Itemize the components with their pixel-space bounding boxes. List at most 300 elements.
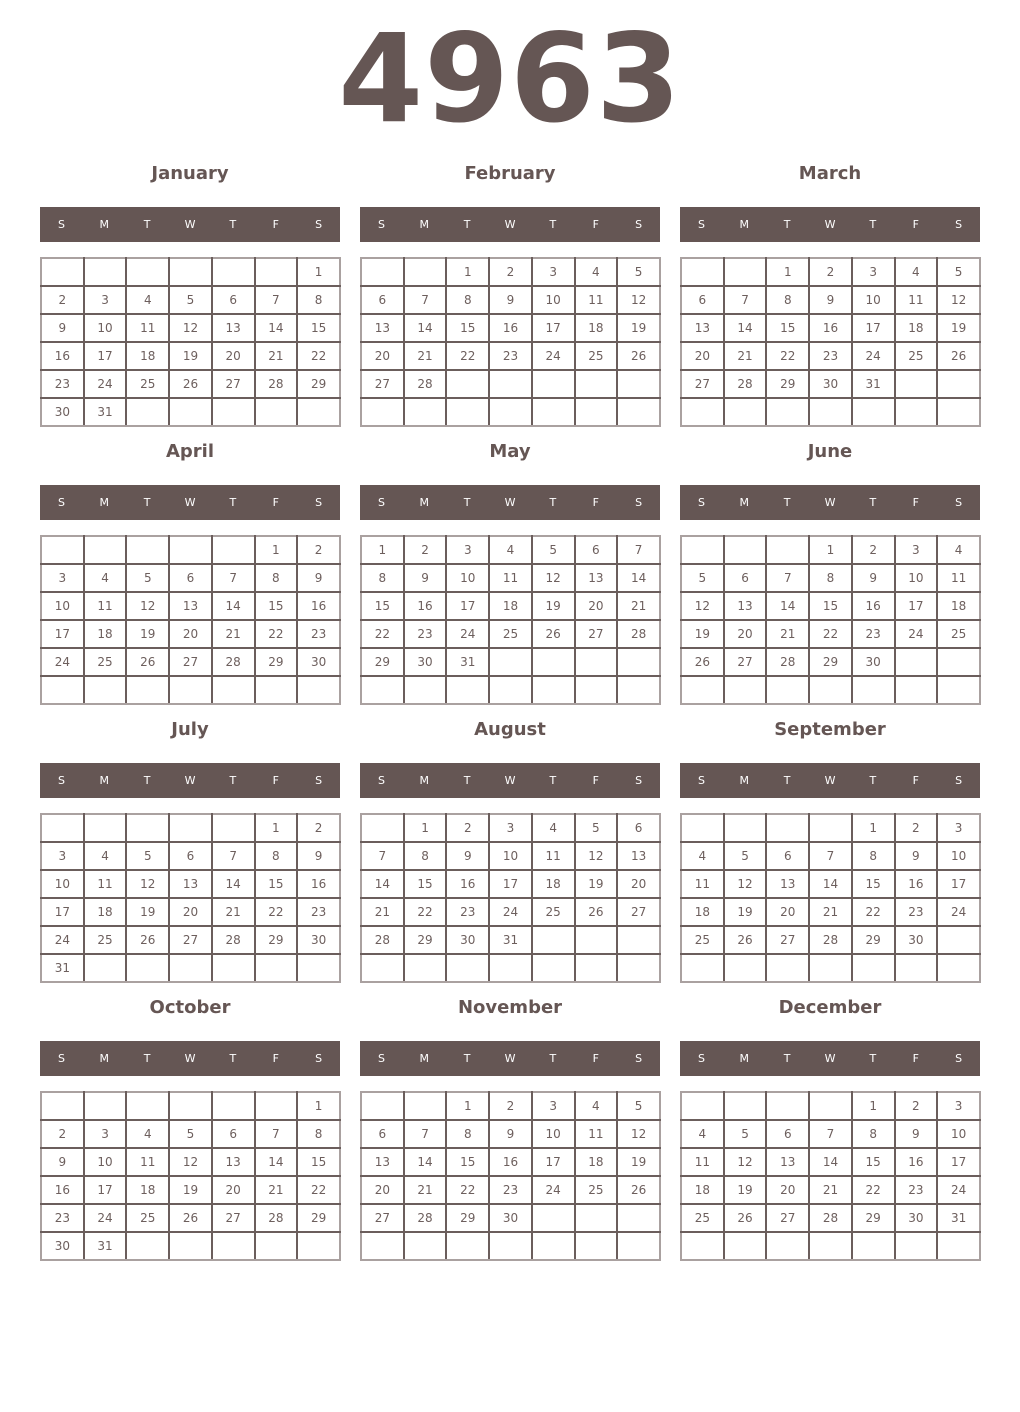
day-cell: 25 (84, 648, 127, 676)
day-cell: 24 (532, 342, 575, 370)
weekday-label: T (869, 1052, 877, 1065)
day-cell: 8 (255, 842, 298, 870)
weekday-label: W (824, 496, 836, 509)
day-cell: 9 (852, 564, 895, 592)
weekday-label: S (377, 496, 385, 509)
day-cell: 22 (297, 342, 340, 370)
day-cell (724, 258, 767, 286)
weekday-label: T (549, 218, 557, 231)
day-cell: 20 (724, 620, 767, 648)
day-cell (212, 258, 255, 286)
day-cell: 6 (169, 564, 212, 592)
day-cell: 5 (724, 842, 767, 870)
day-cell: 11 (84, 870, 127, 898)
day-cell: 19 (617, 1148, 660, 1176)
day-cell: 27 (361, 1204, 404, 1232)
days-grid (680, 535, 981, 705)
day-cell: 21 (361, 898, 404, 926)
day-cell: 24 (895, 620, 938, 648)
day-cell: 12 (937, 286, 980, 314)
week-row (41, 370, 340, 398)
weekday-label: S (315, 1052, 323, 1065)
day-cell (809, 398, 852, 426)
day-cell: 2 (809, 258, 852, 286)
week-row (681, 676, 980, 704)
day-cell: 13 (212, 1148, 255, 1176)
day-cell: 27 (681, 370, 724, 398)
day-cell: 16 (41, 1176, 84, 1204)
day-cell (852, 398, 895, 426)
week-row (361, 870, 660, 898)
day-cell: 15 (852, 870, 895, 898)
day-cell: 8 (766, 286, 809, 314)
week-row (41, 620, 340, 648)
month-name: May (489, 441, 531, 462)
day-cell: 11 (489, 564, 532, 592)
month-name: September (774, 719, 886, 740)
day-cell: 16 (404, 592, 447, 620)
day-cell: 26 (724, 1204, 767, 1232)
day-cell: 5 (617, 1092, 660, 1120)
day-cell: 9 (895, 842, 938, 870)
day-cell: 21 (809, 1176, 852, 1204)
day-cell: 3 (446, 536, 489, 564)
day-cell: 12 (724, 870, 767, 898)
day-cell (169, 676, 212, 704)
day-cell: 10 (84, 1148, 127, 1176)
day-cell: 15 (809, 592, 852, 620)
day-cell: 12 (532, 564, 575, 592)
day-cell: 1 (404, 814, 447, 842)
week-row (361, 648, 660, 676)
week-row (41, 898, 340, 926)
day-cell: 14 (617, 564, 660, 592)
day-cell: 24 (84, 1204, 127, 1232)
days-grid (40, 1091, 341, 1261)
day-cell: 24 (41, 648, 84, 676)
day-cell: 17 (937, 870, 980, 898)
day-cell: 25 (126, 1204, 169, 1232)
day-cell: 2 (297, 814, 340, 842)
day-cell (766, 814, 809, 842)
day-cell: 7 (212, 842, 255, 870)
day-cell (41, 536, 84, 564)
day-cell: 3 (532, 258, 575, 286)
weekday-label: T (143, 1052, 151, 1065)
day-cell: 26 (724, 926, 767, 954)
day-cell (895, 676, 938, 704)
day-cell: 22 (446, 1176, 489, 1204)
day-cell (212, 1092, 255, 1120)
weekday-label: M (99, 496, 110, 509)
day-cell: 12 (575, 842, 618, 870)
weekday-label: T (229, 1052, 237, 1065)
day-cell (617, 1204, 660, 1232)
weekday-label: S (955, 774, 963, 787)
day-cell: 13 (575, 564, 618, 592)
day-cell: 23 (404, 620, 447, 648)
day-cell (446, 398, 489, 426)
day-cell (617, 370, 660, 398)
day-cell: 5 (169, 1120, 212, 1148)
month-name: October (149, 997, 231, 1018)
day-cell (617, 648, 660, 676)
weekday-header (40, 207, 340, 242)
weekday-label: F (272, 1052, 279, 1065)
day-cell: 17 (84, 342, 127, 370)
day-cell: 21 (404, 342, 447, 370)
day-cell: 23 (895, 1176, 938, 1204)
day-cell: 18 (895, 314, 938, 342)
week-row (41, 648, 340, 676)
day-cell (84, 954, 127, 982)
weekday-label: T (869, 496, 877, 509)
day-cell: 11 (575, 1120, 618, 1148)
day-cell (809, 954, 852, 982)
week-row (41, 1092, 340, 1120)
day-cell (575, 676, 618, 704)
day-cell (809, 814, 852, 842)
day-cell: 21 (212, 898, 255, 926)
day-cell: 5 (724, 1120, 767, 1148)
day-cell: 19 (575, 870, 618, 898)
day-cell (575, 1232, 618, 1260)
day-cell: 4 (575, 258, 618, 286)
month-name: January (151, 163, 229, 184)
weekday-header (680, 485, 980, 520)
day-cell: 9 (489, 1120, 532, 1148)
day-cell: 1 (852, 814, 895, 842)
month-name: February (464, 163, 556, 184)
day-cell: 23 (41, 1204, 84, 1232)
week-row (41, 1176, 340, 1204)
weekday-label: T (549, 774, 557, 787)
day-cell: 29 (852, 926, 895, 954)
week-row (41, 870, 340, 898)
weekday-label: W (824, 774, 836, 787)
week-row (681, 870, 980, 898)
day-cell: 12 (126, 870, 169, 898)
day-cell: 7 (212, 564, 255, 592)
week-row (41, 1120, 340, 1148)
day-cell: 15 (766, 314, 809, 342)
day-cell: 31 (937, 1204, 980, 1232)
day-cell: 17 (852, 314, 895, 342)
day-cell: 6 (169, 842, 212, 870)
day-cell: 31 (489, 926, 532, 954)
day-cell (84, 814, 127, 842)
day-cell: 1 (255, 536, 298, 564)
day-cell (681, 676, 724, 704)
day-cell: 15 (361, 592, 404, 620)
day-cell: 16 (489, 1148, 532, 1176)
day-cell: 25 (489, 620, 532, 648)
day-cell: 6 (212, 286, 255, 314)
days-grid (680, 813, 981, 983)
month-name: November (457, 997, 563, 1018)
day-cell: 10 (489, 842, 532, 870)
day-cell: 20 (361, 1176, 404, 1204)
weekday-label: W (184, 774, 196, 787)
weekday-label: F (912, 218, 919, 231)
day-cell: 2 (41, 286, 84, 314)
day-cell (532, 926, 575, 954)
weekday-label: W (504, 218, 516, 231)
day-cell (404, 676, 447, 704)
month-name: June (807, 441, 853, 462)
weekday-label: F (272, 496, 279, 509)
day-cell: 1 (255, 814, 298, 842)
day-cell: 10 (532, 1120, 575, 1148)
day-cell: 1 (446, 1092, 489, 1120)
day-cell (84, 676, 127, 704)
day-cell: 7 (255, 286, 298, 314)
day-cell: 8 (297, 1120, 340, 1148)
days-grid (680, 1091, 981, 1261)
day-cell: 18 (84, 620, 127, 648)
day-cell: 15 (446, 1148, 489, 1176)
week-row (41, 1232, 340, 1260)
day-cell (255, 258, 298, 286)
day-cell: 26 (126, 648, 169, 676)
day-cell: 9 (895, 1120, 938, 1148)
weekday-label: W (824, 218, 836, 231)
day-cell: 25 (575, 1176, 618, 1204)
day-cell: 4 (84, 842, 127, 870)
weekday-label: S (955, 218, 963, 231)
days-grid (360, 813, 661, 983)
day-cell: 9 (297, 842, 340, 870)
day-cell: 2 (297, 536, 340, 564)
day-cell: 6 (617, 814, 660, 842)
day-cell: 23 (489, 1176, 532, 1204)
day-cell: 11 (937, 564, 980, 592)
day-cell (532, 398, 575, 426)
day-cell (126, 258, 169, 286)
weekday-label: T (229, 774, 237, 787)
day-cell: 19 (532, 592, 575, 620)
weekday-label: T (463, 774, 471, 787)
day-cell: 7 (617, 536, 660, 564)
day-cell: 10 (446, 564, 489, 592)
day-cell: 8 (297, 286, 340, 314)
weekday-label: F (592, 496, 599, 509)
week-row (681, 620, 980, 648)
day-cell: 22 (766, 342, 809, 370)
week-row (361, 564, 660, 592)
day-cell: 5 (575, 814, 618, 842)
week-row (681, 398, 980, 426)
day-cell (404, 954, 447, 982)
day-cell (489, 370, 532, 398)
day-cell: 11 (895, 286, 938, 314)
day-cell: 27 (766, 926, 809, 954)
day-cell: 16 (446, 870, 489, 898)
month-name: July (171, 719, 209, 740)
week-row (361, 1148, 660, 1176)
day-cell: 23 (446, 898, 489, 926)
weekday-label: T (869, 774, 877, 787)
day-cell (617, 676, 660, 704)
day-cell (41, 258, 84, 286)
weekday-label: S (697, 218, 705, 231)
weekday-header (680, 763, 980, 798)
weekday-label: S (57, 496, 65, 509)
day-cell: 11 (126, 314, 169, 342)
day-cell: 4 (681, 1120, 724, 1148)
day-cell: 20 (212, 1176, 255, 1204)
day-cell: 15 (255, 870, 298, 898)
weekday-label: S (955, 496, 963, 509)
day-cell: 4 (532, 814, 575, 842)
week-row (41, 926, 340, 954)
day-cell (766, 676, 809, 704)
day-cell: 15 (255, 592, 298, 620)
day-cell: 10 (41, 870, 84, 898)
day-cell: 6 (361, 286, 404, 314)
day-cell (169, 954, 212, 982)
day-cell (681, 1232, 724, 1260)
week-row (361, 342, 660, 370)
day-cell (724, 1232, 767, 1260)
weekday-header (680, 1041, 980, 1076)
day-cell: 29 (297, 370, 340, 398)
day-cell: 28 (617, 620, 660, 648)
day-cell: 6 (724, 564, 767, 592)
day-cell: 24 (41, 926, 84, 954)
day-cell: 10 (84, 314, 127, 342)
day-cell: 20 (169, 620, 212, 648)
weekday-label: T (143, 774, 151, 787)
weekday-label: M (99, 218, 110, 231)
day-cell: 18 (681, 1176, 724, 1204)
day-cell: 10 (532, 286, 575, 314)
day-cell: 9 (489, 286, 532, 314)
day-cell (169, 814, 212, 842)
week-row (361, 286, 660, 314)
day-cell (361, 1232, 404, 1260)
day-cell: 5 (126, 564, 169, 592)
day-cell: 30 (852, 648, 895, 676)
days-grid (40, 813, 341, 983)
day-cell (361, 954, 404, 982)
day-cell (404, 1232, 447, 1260)
week-row (361, 842, 660, 870)
day-cell: 4 (575, 1092, 618, 1120)
day-cell: 29 (446, 1204, 489, 1232)
day-cell: 22 (361, 620, 404, 648)
day-cell: 7 (766, 564, 809, 592)
week-row (361, 536, 660, 564)
day-cell: 13 (766, 1148, 809, 1176)
day-cell: 8 (255, 564, 298, 592)
day-cell: 12 (617, 286, 660, 314)
day-cell: 7 (404, 1120, 447, 1148)
day-cell (766, 1232, 809, 1260)
day-cell: 9 (404, 564, 447, 592)
day-cell: 3 (84, 286, 127, 314)
week-row (681, 1148, 980, 1176)
day-cell: 13 (766, 870, 809, 898)
day-cell: 16 (41, 342, 84, 370)
day-cell (937, 1232, 980, 1260)
day-cell: 1 (809, 536, 852, 564)
weekday-header (360, 485, 660, 520)
day-cell: 13 (681, 314, 724, 342)
day-cell: 20 (766, 1176, 809, 1204)
weekday-label: S (377, 218, 385, 231)
day-cell: 29 (255, 926, 298, 954)
day-cell: 28 (212, 648, 255, 676)
week-row (681, 314, 980, 342)
day-cell: 5 (532, 536, 575, 564)
weekday-label: T (783, 496, 791, 509)
day-cell: 14 (404, 1148, 447, 1176)
day-cell: 25 (126, 370, 169, 398)
day-cell: 16 (809, 314, 852, 342)
day-cell: 30 (489, 1204, 532, 1232)
day-cell: 3 (532, 1092, 575, 1120)
weekday-label: T (549, 1052, 557, 1065)
weekday-label: S (635, 774, 643, 787)
week-row (361, 1120, 660, 1148)
day-cell: 18 (126, 1176, 169, 1204)
day-cell: 6 (361, 1120, 404, 1148)
weekday-label: T (463, 1052, 471, 1065)
weekday-label: F (592, 774, 599, 787)
days-grid (680, 257, 981, 427)
day-cell (532, 1204, 575, 1232)
day-cell: 1 (766, 258, 809, 286)
day-cell (724, 1092, 767, 1120)
day-cell (681, 954, 724, 982)
week-row (41, 842, 340, 870)
day-cell: 1 (361, 536, 404, 564)
weekday-label: S (57, 218, 65, 231)
weekday-header (40, 485, 340, 520)
days-grid (360, 535, 661, 705)
day-cell: 17 (84, 1176, 127, 1204)
day-cell: 13 (724, 592, 767, 620)
day-cell (852, 1232, 895, 1260)
day-cell: 25 (681, 926, 724, 954)
day-cell: 13 (169, 870, 212, 898)
day-cell (681, 258, 724, 286)
day-cell (724, 954, 767, 982)
day-cell: 30 (297, 926, 340, 954)
day-cell: 26 (681, 648, 724, 676)
day-cell (255, 1232, 298, 1260)
day-cell (766, 398, 809, 426)
day-cell: 29 (404, 926, 447, 954)
weekday-label: T (783, 1052, 791, 1065)
week-row (361, 814, 660, 842)
day-cell: 3 (41, 564, 84, 592)
day-cell (169, 536, 212, 564)
day-cell (212, 398, 255, 426)
day-cell: 29 (852, 1204, 895, 1232)
week-row (41, 592, 340, 620)
month-name: December (778, 997, 882, 1018)
day-cell (532, 954, 575, 982)
week-row (361, 926, 660, 954)
day-cell (937, 370, 980, 398)
day-cell (361, 258, 404, 286)
day-cell (681, 1092, 724, 1120)
day-cell: 13 (361, 314, 404, 342)
day-cell: 24 (84, 370, 127, 398)
day-cell: 20 (361, 342, 404, 370)
